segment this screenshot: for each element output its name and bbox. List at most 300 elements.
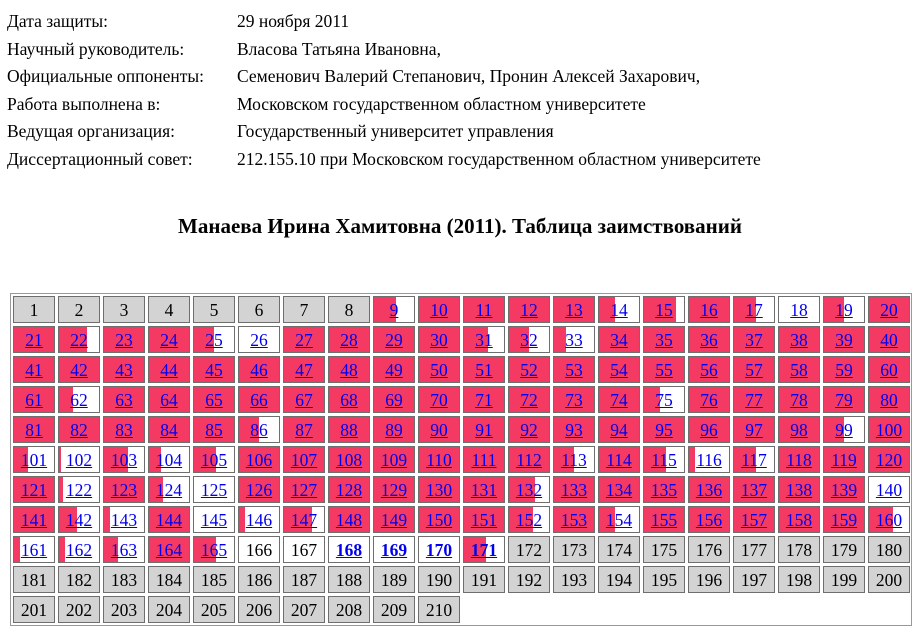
page-cell: [328, 296, 370, 323]
page-cell[interactable]: [553, 506, 595, 533]
page-number: 50: [430, 360, 448, 380]
page-cell[interactable]: [328, 476, 370, 503]
page-cell: [283, 296, 325, 323]
page-cell[interactable]: [688, 416, 730, 443]
page-cell[interactable]: [688, 326, 730, 353]
page-cell[interactable]: [508, 446, 550, 473]
page-number: 92: [520, 420, 538, 440]
info-label: Ведущая организация:: [7, 121, 176, 141]
page-cell[interactable]: [373, 506, 415, 533]
page-cell[interactable]: [13, 506, 55, 533]
page-cell[interactable]: [283, 386, 325, 413]
page-number: 201: [20, 600, 48, 620]
page-cell[interactable]: [283, 416, 325, 443]
page-number: 181: [20, 570, 48, 590]
page-cell[interactable]: [643, 296, 685, 323]
page-cell[interactable]: [373, 356, 415, 383]
page-cell[interactable]: [463, 506, 505, 533]
page-cell[interactable]: [193, 416, 235, 443]
page-cell[interactable]: [58, 356, 100, 383]
page-cell[interactable]: [733, 476, 775, 503]
page-number: 182: [65, 570, 93, 590]
page-cell: [373, 596, 415, 623]
page-cell: [688, 536, 730, 563]
page-cell[interactable]: [238, 326, 280, 353]
page-number: 31: [475, 330, 493, 350]
page-number: 158: [785, 510, 813, 530]
page-cell: [148, 566, 190, 593]
page-number: 116: [696, 450, 722, 470]
page-number: 197: [740, 570, 768, 590]
info-row-dissertation-council: [7, 146, 761, 174]
page-cell: [598, 566, 640, 593]
page-cell[interactable]: [58, 326, 100, 353]
page-cell[interactable]: [688, 446, 730, 473]
page-cell[interactable]: [778, 386, 820, 413]
page-number: 88: [340, 420, 358, 440]
page-cell[interactable]: [238, 446, 280, 473]
page-cell[interactable]: [463, 296, 505, 323]
page-cell[interactable]: [553, 476, 595, 503]
page-cell[interactable]: [418, 296, 460, 323]
page-number: 104: [155, 450, 183, 470]
page-cell[interactable]: [733, 386, 775, 413]
page-number: 22: [70, 330, 88, 350]
page-cell: [553, 566, 595, 593]
page-cell[interactable]: [778, 296, 820, 323]
page-cell[interactable]: [328, 506, 370, 533]
page-cell[interactable]: [193, 476, 235, 503]
page-cell[interactable]: [373, 446, 415, 473]
page-cell[interactable]: [193, 356, 235, 383]
page-cell: [103, 566, 145, 593]
page-cell[interactable]: [598, 476, 640, 503]
page-cell[interactable]: [733, 416, 775, 443]
page-cell[interactable]: [688, 476, 730, 503]
page-number: 113: [561, 450, 587, 470]
page-cell[interactable]: [868, 416, 910, 443]
page-cell[interactable]: [193, 506, 235, 533]
page-cell[interactable]: [373, 326, 415, 353]
page-cell[interactable]: [823, 356, 865, 383]
page-cell: [328, 596, 370, 623]
page-cell[interactable]: [643, 356, 685, 383]
page-cell[interactable]: [373, 476, 415, 503]
page-number: 200: [875, 570, 903, 590]
page-number: 168: [335, 540, 363, 560]
page-cell[interactable]: [103, 326, 145, 353]
page-number: 67: [295, 390, 313, 410]
page-number: 47: [295, 360, 313, 380]
page-cell[interactable]: [148, 506, 190, 533]
page-number: 66: [250, 390, 268, 410]
page-cell[interactable]: [823, 326, 865, 353]
page-number: 121: [20, 480, 48, 500]
page-number: 189: [380, 570, 408, 590]
page-cell: [778, 536, 820, 563]
info-value: Власова Татьяна Ивановна,: [237, 38, 441, 59]
page-cell[interactable]: [418, 326, 460, 353]
page-cell: [688, 566, 730, 593]
page-cell[interactable]: [148, 326, 190, 353]
page-number: 38: [790, 330, 808, 350]
page-number: 194: [605, 570, 633, 590]
page-cell[interactable]: [508, 356, 550, 383]
page-number: 203: [110, 600, 138, 620]
page-number: 170: [425, 540, 453, 560]
info-value: 212.155.10 при Московском государственном областном университете: [237, 148, 761, 169]
page-cell[interactable]: [238, 506, 280, 533]
page-number: 76: [700, 390, 718, 410]
page-cell[interactable]: [868, 356, 910, 383]
page-number: 151: [470, 510, 498, 530]
page-number: 191: [470, 570, 498, 590]
page-cell[interactable]: [418, 446, 460, 473]
page-cell[interactable]: [598, 356, 640, 383]
page-number: 101: [20, 450, 48, 470]
page-cell[interactable]: [733, 296, 775, 323]
page-number: 115: [651, 450, 677, 470]
page-cell: [193, 596, 235, 623]
page-cell[interactable]: [58, 386, 100, 413]
page-cell[interactable]: [193, 536, 235, 563]
page-cell[interactable]: [58, 416, 100, 443]
page-cell[interactable]: [733, 446, 775, 473]
page-number: 157: [740, 510, 768, 530]
page-cell[interactable]: [598, 506, 640, 533]
page-number: 13: [565, 300, 583, 320]
page-number: 119: [831, 450, 857, 470]
page-cell[interactable]: [193, 326, 235, 353]
info-value: 29 ноября 2011: [237, 11, 350, 31]
page-cell[interactable]: [463, 356, 505, 383]
page-number: 34: [610, 330, 628, 350]
page-cell[interactable]: [283, 506, 325, 533]
page-cell[interactable]: [553, 386, 595, 413]
page-number: 127: [290, 480, 318, 500]
page-cell[interactable]: [868, 476, 910, 503]
page-cell: [283, 596, 325, 623]
page-number: 59: [835, 360, 853, 380]
page-cell[interactable]: [643, 476, 685, 503]
page-number: 145: [200, 510, 228, 530]
page-cell[interactable]: [508, 476, 550, 503]
page-number: 160: [875, 510, 903, 530]
page-number: 148: [335, 510, 363, 530]
page-number: 14: [610, 300, 628, 320]
page-cell[interactable]: [778, 326, 820, 353]
page-number: 58: [790, 360, 808, 380]
page-number: 21: [25, 330, 43, 350]
page-cell: [733, 536, 775, 563]
page-cell[interactable]: [328, 446, 370, 473]
page-cell[interactable]: [103, 386, 145, 413]
page-number: 134: [605, 480, 633, 500]
page-number: 167: [290, 540, 318, 560]
page-cell[interactable]: [373, 536, 415, 563]
page-cell[interactable]: [508, 296, 550, 323]
page-cell: [373, 566, 415, 593]
page-cell[interactable]: [13, 476, 55, 503]
page-number: 51: [475, 360, 493, 380]
page-number: 37: [745, 330, 763, 350]
page-number: 106: [245, 450, 273, 470]
page-cell[interactable]: [13, 446, 55, 473]
page-number: 41: [25, 360, 43, 380]
page-cell[interactable]: [283, 326, 325, 353]
page-cell[interactable]: [238, 416, 280, 443]
page-number: 16: [700, 300, 718, 320]
page-cell[interactable]: [13, 536, 55, 563]
page-cell[interactable]: [418, 506, 460, 533]
page-cell[interactable]: [148, 476, 190, 503]
page-cell[interactable]: [643, 326, 685, 353]
info-label: Дата защиты:: [7, 11, 109, 31]
page-cell[interactable]: [598, 386, 640, 413]
page-cell[interactable]: [13, 416, 55, 443]
page-number: 48: [340, 360, 358, 380]
page-number: 146: [245, 510, 273, 530]
info-value: Московском государственном областном университете: [237, 93, 646, 114]
page-cell[interactable]: [733, 326, 775, 353]
page-cell[interactable]: [868, 506, 910, 533]
page-cell[interactable]: [148, 536, 190, 563]
page-cell[interactable]: [553, 446, 595, 473]
page-number: 80: [880, 390, 898, 410]
page-cell[interactable]: [463, 446, 505, 473]
page-cell[interactable]: [418, 356, 460, 383]
page-number: 162: [65, 540, 93, 560]
info-row-supervisor: [7, 36, 761, 64]
page-cell[interactable]: [823, 416, 865, 443]
page-number: 192: [515, 570, 543, 590]
page-cell[interactable]: [868, 296, 910, 323]
page-number: 52: [520, 360, 538, 380]
page-cell[interactable]: [418, 536, 460, 563]
page-number: 161: [20, 540, 48, 560]
info-row-opponents: [7, 63, 761, 91]
page-cell[interactable]: [373, 296, 415, 323]
page-cell[interactable]: [553, 356, 595, 383]
page-cell[interactable]: [868, 446, 910, 473]
page-number: 108: [335, 450, 363, 470]
page-cell[interactable]: [58, 446, 100, 473]
page-cell[interactable]: [733, 356, 775, 383]
page-cell[interactable]: [103, 446, 145, 473]
page-cell[interactable]: [643, 446, 685, 473]
page-number: 81: [25, 420, 43, 440]
page-cell[interactable]: [418, 386, 460, 413]
page-cell[interactable]: [868, 326, 910, 353]
page-number: 49: [385, 360, 403, 380]
page-cell[interactable]: [238, 476, 280, 503]
page-cell[interactable]: [328, 386, 370, 413]
page-cell[interactable]: [418, 476, 460, 503]
page-cell[interactable]: [463, 326, 505, 353]
page-cell[interactable]: [598, 416, 640, 443]
page-cell[interactable]: [508, 386, 550, 413]
page-cell[interactable]: [643, 386, 685, 413]
page-cell[interactable]: [463, 536, 505, 563]
page-number: 89: [385, 420, 403, 440]
page-cell[interactable]: [598, 296, 640, 323]
page-number: 125: [200, 480, 228, 500]
page-number: 132: [515, 480, 543, 500]
page-number: 63: [115, 390, 133, 410]
page-cell[interactable]: [238, 356, 280, 383]
page-number: 84: [160, 420, 178, 440]
page-cell[interactable]: [148, 446, 190, 473]
page-cell[interactable]: [688, 356, 730, 383]
page-cell[interactable]: [283, 356, 325, 383]
page-number: 93: [565, 420, 583, 440]
page-number: 29: [385, 330, 403, 350]
page-cell[interactable]: [373, 416, 415, 443]
page-cell[interactable]: [148, 356, 190, 383]
page-number: 62: [70, 390, 88, 410]
page-cell[interactable]: [553, 416, 595, 443]
page-cell[interactable]: [778, 476, 820, 503]
page-number: 43: [115, 360, 133, 380]
page-number: 178: [785, 540, 813, 560]
page-number: 199: [830, 570, 858, 590]
page-cell[interactable]: [283, 446, 325, 473]
page-number: 1: [29, 300, 39, 320]
page-cell[interactable]: [598, 326, 640, 353]
page-number: 86: [250, 420, 268, 440]
page-number: 136: [695, 480, 723, 500]
page-cell[interactable]: [823, 446, 865, 473]
page-cell[interactable]: [193, 386, 235, 413]
page-cell: [238, 566, 280, 593]
page-number: 135: [650, 480, 678, 500]
page-cell: [553, 536, 595, 563]
page-cell[interactable]: [688, 386, 730, 413]
page-cell[interactable]: [103, 476, 145, 503]
page-number: 35: [655, 330, 673, 350]
page-number: 95: [655, 420, 673, 440]
page-cell[interactable]: [328, 326, 370, 353]
info-label: Научный руководитель:: [7, 38, 185, 59]
page-cell: [58, 296, 100, 323]
page-cell[interactable]: [103, 356, 145, 383]
page-cell[interactable]: [823, 506, 865, 533]
page-cell[interactable]: [283, 476, 325, 503]
page-number: 206: [245, 600, 273, 620]
page-cell[interactable]: [148, 416, 190, 443]
page-cell[interactable]: [103, 536, 145, 563]
page-cell[interactable]: [58, 506, 100, 533]
page-cell[interactable]: [58, 536, 100, 563]
page-number: 126: [245, 480, 273, 500]
page-number: 61: [25, 390, 43, 410]
page-cell[interactable]: [598, 446, 640, 473]
page-cell: [13, 596, 55, 623]
page-number: 111: [471, 450, 497, 470]
page-cell[interactable]: [643, 416, 685, 443]
page-cell[interactable]: [508, 416, 550, 443]
page-number: 187: [290, 570, 318, 590]
page-cell[interactable]: [823, 386, 865, 413]
page-number: 154: [605, 510, 633, 530]
page-cell: [193, 566, 235, 593]
info-value: Семенович Валерий Степанович, Пронин Алексей Захарович,: [237, 66, 701, 86]
page-cell[interactable]: [373, 386, 415, 413]
page-cell[interactable]: [823, 476, 865, 503]
page-number: 5: [209, 300, 219, 320]
page-cell[interactable]: [553, 326, 595, 353]
page-number: 118: [786, 450, 812, 470]
page-cell[interactable]: [148, 386, 190, 413]
page-number: 152: [515, 510, 543, 530]
page-cell[interactable]: [193, 446, 235, 473]
page-cell[interactable]: [463, 416, 505, 443]
page-number: 69: [385, 390, 403, 410]
page-cell[interactable]: [103, 506, 145, 533]
page-number: 60: [880, 360, 898, 380]
page-cell: [328, 566, 370, 593]
page-cell[interactable]: [778, 446, 820, 473]
page-cell[interactable]: [643, 506, 685, 533]
page-cell[interactable]: [778, 356, 820, 383]
page-cell[interactable]: [328, 356, 370, 383]
page-cell[interactable]: [778, 506, 820, 533]
page-cell[interactable]: [508, 326, 550, 353]
page-cell[interactable]: [328, 536, 370, 563]
page-cell[interactable]: [463, 476, 505, 503]
page-number: 18: [790, 300, 808, 320]
page-number: 94: [610, 420, 628, 440]
page-cell[interactable]: [553, 296, 595, 323]
page-number: 57: [745, 360, 763, 380]
page-cell[interactable]: [238, 386, 280, 413]
page-number: 9: [389, 300, 399, 320]
page-cell[interactable]: [508, 506, 550, 533]
page-number: 190: [425, 570, 453, 590]
page-number: 174: [605, 540, 633, 560]
page-number: 188: [335, 570, 363, 590]
page-number: 137: [740, 480, 768, 500]
page-cell: [598, 536, 640, 563]
page-cell[interactable]: [328, 416, 370, 443]
page-number: 91: [475, 420, 493, 440]
page-number: 10: [430, 300, 448, 320]
page-cell[interactable]: [823, 296, 865, 323]
page-cell[interactable]: [418, 416, 460, 443]
page-cell[interactable]: [868, 386, 910, 413]
page-cell[interactable]: [13, 356, 55, 383]
page-number: 79: [835, 390, 853, 410]
page-cell[interactable]: [13, 386, 55, 413]
page-cell[interactable]: [58, 476, 100, 503]
page-cell[interactable]: [733, 506, 775, 533]
page-number: 142: [65, 510, 93, 530]
page-number: 207: [290, 600, 318, 620]
page-number: 110: [426, 450, 452, 470]
page-cell[interactable]: [103, 416, 145, 443]
page-cell[interactable]: [463, 386, 505, 413]
page-cell: [283, 566, 325, 593]
page-cell[interactable]: [688, 506, 730, 533]
page-number: 4: [164, 300, 174, 320]
page-cell: [103, 596, 145, 623]
page-cell[interactable]: [688, 296, 730, 323]
page-number: 87: [295, 420, 313, 440]
page-title: Манаева Ирина Хамитовна (2011). Таблица заимствований: [178, 214, 742, 238]
page-cell[interactable]: [13, 326, 55, 353]
page-cell[interactable]: [778, 416, 820, 443]
page-number: 75: [655, 390, 673, 410]
